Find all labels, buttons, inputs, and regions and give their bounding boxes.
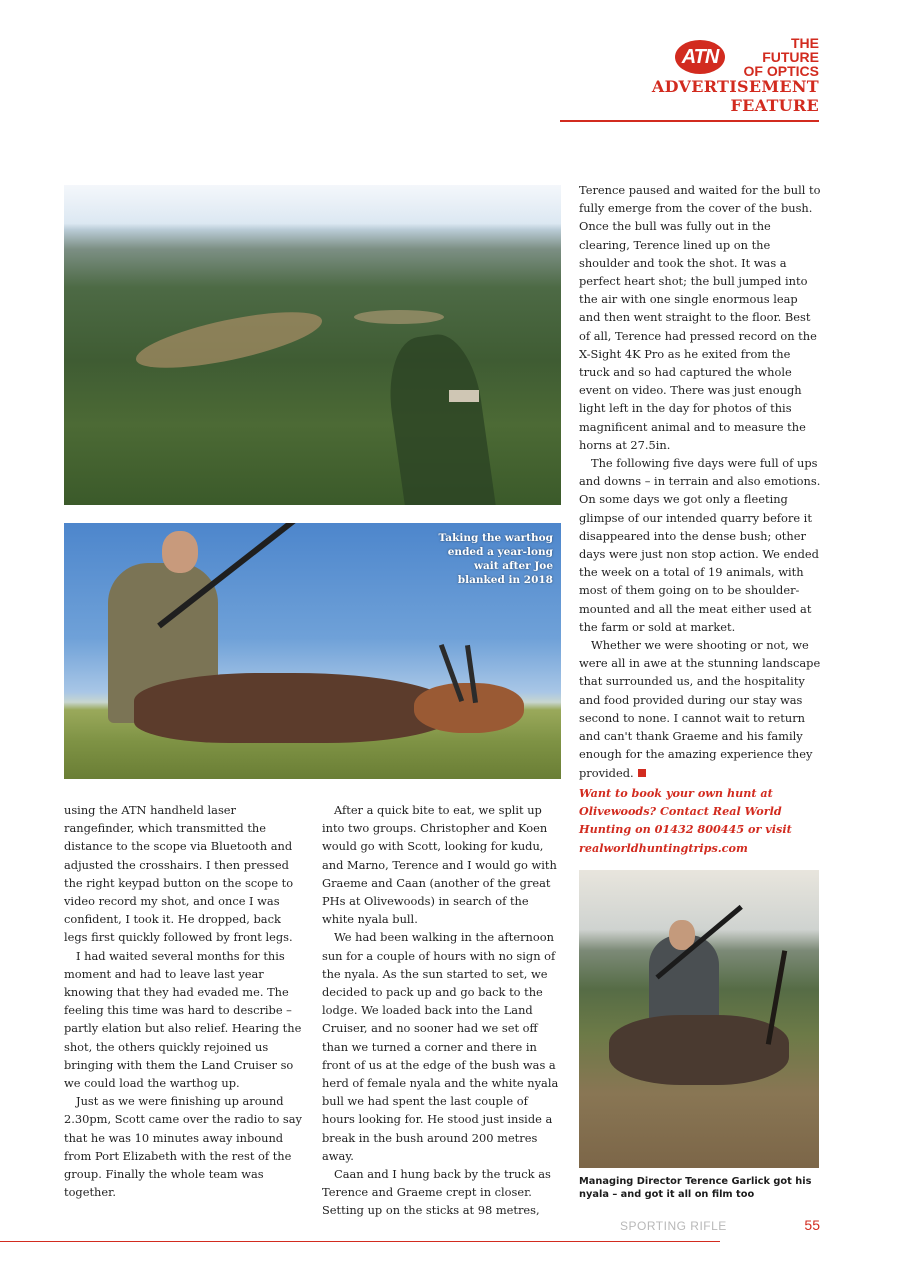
page-number: 55 [804, 1217, 820, 1233]
photo-hunter-head [162, 531, 198, 573]
paragraph: After a quick bite to eat, we split up into two groups. Christopher and Koen would go with Scott, looking for kudu, and Marno, Terence and I would go with Graeme and Caan (another of the great PHs at Olivewoods) in search of the white nyala bull. [322, 803, 557, 927]
booking-cta: Want to book your own hunt at Olivewoods? Contact Real World Hunting on 01432 800445 or visit realworldhuntingtrips.com [579, 786, 792, 855]
photo-clearing [354, 310, 444, 324]
article-column-right [579, 181, 822, 782]
photo-lodge [449, 390, 479, 402]
paragraph: using the ATN handheld laser rangefinder, which transmitted the distance to the scope via Bluetooth and adjusted the crosshairs. I then pressed the right keypad button on the scope to video record my shot, and once I was confident, I took it. He dropped, back legs first quickly followed by front legs. [64, 803, 294, 945]
nyala-hunter-photo [579, 870, 819, 1168]
paragraph: Caan and I hung back by the truck as Terence and Graeme crept in closer. Setting up on the sticks at 98 metres, [322, 1167, 551, 1218]
brand-logo [675, 36, 819, 78]
paragraph: We had been walking in the afternoon sun for a couple of hours with no sign of the nyala. As the sun started to set, we decided to pack up and go back to the lodge. We loaded back into the Land Cruiser, and no sooner had we set off than we turned a corner and there in front of us at the edge of the bush was a herd of female nyala and the white nyala bull we had spent the last couple of hours looking for. He stood just inside a break in the bush around 200 metres away. [322, 930, 559, 1163]
end-mark-icon [638, 769, 646, 777]
photo-gorge [382, 330, 496, 505]
article-column-middle [322, 801, 562, 1220]
aerial-landscape-photo [64, 185, 561, 505]
brand-tagline: THE FUTURE OF OPTICS [743, 35, 819, 79]
paragraph: Terence paused and waited for the bull to fully emerge from the cover of the bush. Once the bull was fully out in the clearing, Terence lined up on the shoulder and took the shot. It was a perfect heart shot; the bull jumped into the air with one single enormous leap and then went straight to the floor. Best of all, Terence had pressed record on the X-Sight 4K Pro as he exited from the truck and so had captured the whole event on video. There was just enough light left in the day for photos of this magnificent animal and to measure the horns at 27.5in. [579, 183, 821, 452]
atn-logo-icon: ATN [675, 40, 725, 74]
article-column-left [64, 801, 307, 1201]
paragraph: The following five days were full of ups and downs – in terrain and also emotions. On some days we got only a fleeting glimpse of our intended quarry before it disappeared into the dense bush; other days were just non stop action. We ended the week on a total of 19 animals, with most of them going on to be shoulder-mounted and all the meat either used at the farm or sold at market. [579, 456, 821, 634]
photo-nyala [609, 1015, 789, 1085]
photo-caption: Taking the warthog ended a year-long wait after Joe blanked in 2018 [438, 532, 553, 586]
warthog-hunter-photo [64, 523, 561, 779]
paragraph: Just as we were finishing up around 2.30pm, Scott came over the radio to say that he was 10 minutes away inbound from Port Elizabeth with the rest of the group. Finally the whole team was together. [64, 1094, 302, 1200]
photo-warthog [134, 673, 454, 743]
publication-name: SPORTING RIFLE [620, 1219, 727, 1233]
photo-clearing [132, 301, 326, 380]
section-label: ADVERTISEMENT FEATURE [560, 77, 819, 122]
photo-bushbuck [414, 683, 524, 733]
footer-rule [0, 1241, 720, 1242]
paragraph: Whether we were shooting or not, we were all in awe at the stunning landscape that surrounded us, and the hospitality and food provided during our stay was second to none. I cannot wait to return and can't thank Graeme and his family enough for the amazing experience they provided. [579, 638, 821, 780]
paragraph: I had waited several months for this moment and had to leave last year knowing that they had evaded me. The feeling this time was hard to describe – partly elation but also relief. Hearing the shot, the others quickly rejoined us bringing with them the Land Cruiser so we could load the warthog up. [64, 948, 302, 1091]
photo-caption: Managing Director Terence Garlick got his nyala – and got it all on film too [579, 1176, 812, 1200]
